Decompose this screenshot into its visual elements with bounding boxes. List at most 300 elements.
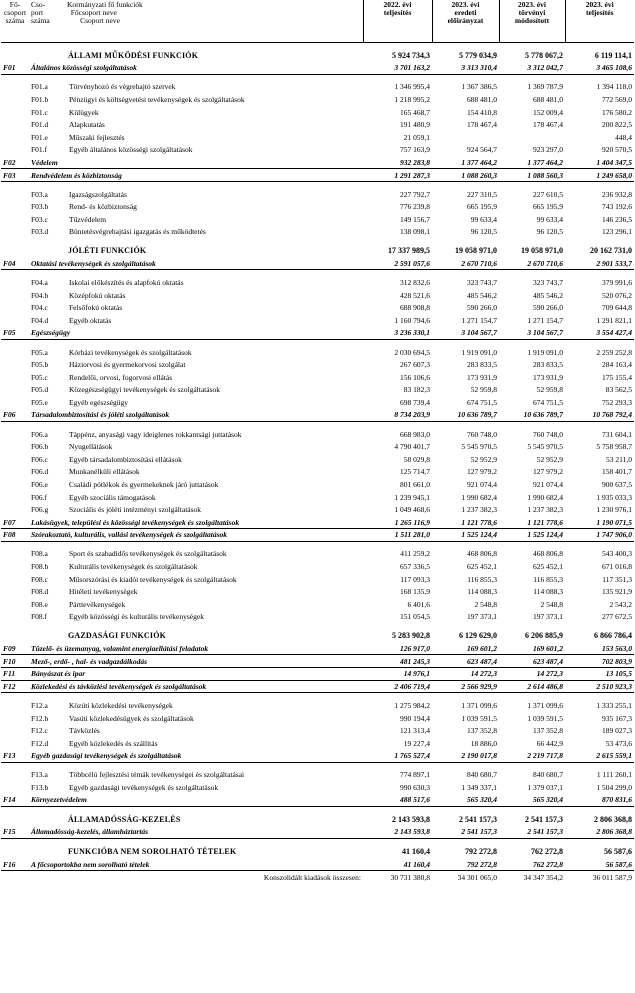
empty-cell [1, 573, 29, 586]
value-2023-modified: 1 919 091,0 [527, 347, 563, 357]
value-2022-actual: 657 336,5 [400, 562, 430, 572]
value-2023-actual: 920 570,5 [602, 145, 632, 155]
group-name: Szociális és jóléti intézményi szolgáltatások [69, 505, 202, 515]
value-2023-actual: 176 580,2 [602, 107, 632, 117]
value-2023-modified: 923 297,0 [533, 145, 563, 155]
value-2023-modified: 665 195,9 [533, 202, 563, 212]
value-2023-original: 625 452,1 [467, 562, 497, 572]
empty-cell [1, 118, 29, 131]
group-row [1, 440, 634, 453]
value-2023-original: 5 545 970,5 [461, 442, 497, 452]
value-2023-modified: 6 206 885,9 [525, 631, 563, 641]
group-code: F05.e [31, 397, 48, 407]
value-2023-actual: 772 569,0 [602, 94, 632, 104]
value-2023-modified: 688 481,0 [533, 94, 563, 104]
group-row [1, 213, 634, 226]
value-2023-original: 154 410,8 [467, 107, 497, 117]
group-code: F08.e [31, 599, 48, 609]
value-2023-original: 169 601,2 [432, 642, 499, 655]
group-name: Rend- és közbiztonság [69, 202, 137, 212]
value-2023-actual: 56 587,6 [604, 846, 632, 856]
main-group-code: F01 [1, 62, 29, 75]
value-2023-actual: 13 105,5 [565, 667, 634, 680]
value-2023-modified: 840 680,7 [533, 770, 563, 780]
value-2023-actual: 6 866 786,4 [594, 631, 632, 641]
value-2023-modified: 565 320,4 [499, 794, 565, 807]
value-2022-actual: 3 236 330,1 [363, 327, 432, 340]
value-2022-actual: 83 182,3 [403, 385, 430, 395]
value-2022-actual: 488 517,6 [363, 794, 432, 807]
value-2023-modified: 5 778 067,2 [525, 50, 563, 60]
main-group-row [1, 858, 634, 871]
group-name: Kulturális tevékenységek és szolgáltatások [69, 562, 198, 572]
value-2023-actual: 1 935 033,3 [596, 492, 632, 502]
value-2023-actual: 135 921,9 [602, 587, 632, 597]
value-2022-actual: 191 480,9 [400, 120, 430, 130]
value-2023-original: 590 266,0 [467, 303, 497, 313]
value-2023-modified: 762 272,8 [499, 858, 565, 871]
empty-cell [1, 724, 29, 737]
section-name: FUNKCIÓBA NEM SOROLHATÓ TÉTELEK [68, 846, 237, 856]
value-2022-actual: 1 049 468,6 [394, 505, 430, 515]
main-group-code: F03 [1, 169, 29, 182]
group-code: F06.g [31, 505, 49, 515]
value-2023-modified: 674 751,5 [533, 397, 563, 407]
group-code: F03.a [31, 189, 48, 199]
value-2023-modified: 1 379 037,1 [527, 782, 563, 792]
value-2023-modified: 14 272,3 [499, 667, 565, 680]
main-group-code: F10 [1, 655, 29, 668]
empty-cell [1, 548, 29, 561]
value-2023-actual: 117 351,3 [602, 574, 632, 584]
value-2023-original: 623 487,4 [432, 655, 499, 668]
value-2023-original: 18 886,0 [470, 738, 497, 748]
empty-cell [1, 781, 29, 794]
empty-cell [1, 144, 29, 157]
group-row [1, 358, 634, 371]
section-row [1, 845, 634, 858]
value-2023-actual: 1 291 821,1 [596, 315, 632, 325]
value-2022-actual: 801 661,0 [400, 480, 430, 490]
empty-cell [1, 560, 29, 573]
group-row [1, 466, 634, 479]
value-2023-original: 116 855,3 [467, 574, 497, 584]
value-2022-actual: 481 245,3 [363, 655, 432, 668]
group-row [1, 118, 634, 131]
group-name: Felsőfokú oktatás [69, 303, 123, 313]
value-2023-actual: 3 554 427,4 [565, 327, 634, 340]
value-2022-actual: 1 265 116,9 [363, 516, 432, 529]
group-name: Középfokú oktatás [69, 290, 126, 300]
value-2022-actual: 126 917,0 [363, 642, 432, 655]
value-2023-modified: 3 104 567,7 [499, 327, 565, 340]
main-group-row [1, 156, 634, 169]
value-2022-actual: 428 521,6 [400, 290, 430, 300]
value-2023-original: 178 467,4 [467, 120, 497, 130]
value-2023-modified: 52 952,9 [536, 454, 563, 464]
value-2022-actual: 5 283 902,8 [392, 631, 430, 641]
value-2022-actual: 168 135,9 [400, 587, 430, 597]
group-row [1, 396, 634, 409]
group-code: F04.b [31, 290, 49, 300]
value-2023-original: 14 272,3 [432, 667, 499, 680]
group-row [1, 131, 634, 144]
group-row [1, 200, 634, 213]
value-2023-modified: 468 806,8 [533, 549, 563, 559]
group-code: F04.c [31, 303, 48, 313]
value-2022-actual: 2 406 719,4 [363, 680, 432, 693]
value-2023-original: 1 271 154,7 [461, 315, 497, 325]
value-2023-actual: 3 465 108,6 [565, 62, 634, 75]
main-group-code: F14 [1, 794, 29, 807]
value-2023-original: 197 373,1 [467, 612, 497, 622]
value-2023-original: 485 546,2 [467, 290, 497, 300]
group-name: Párttevékenységek [69, 599, 126, 609]
empty-cell [1, 396, 29, 409]
empty-cell [29, 845, 65, 858]
value-2023-actual: 175 155,4 [602, 372, 632, 382]
value-2023-modified: 760 748,0 [533, 429, 563, 439]
value-2023-actual: 200 822,5 [602, 120, 632, 130]
value-2023-actual: 900 637,5 [602, 480, 632, 490]
empty-cell [1, 371, 29, 384]
group-name: Háziorvosi és gyermekorvosi szolgálat [69, 360, 186, 370]
value-2022-actual: 1 160 794,6 [394, 315, 430, 325]
group-name: Rendelői, orvosi, fogorvosi ellátás [69, 372, 173, 382]
value-2022-actual: 165 468,7 [400, 107, 430, 117]
value-2023-original: 1 367 386,5 [461, 82, 497, 92]
value-2023-original: 1 088 260,3 [432, 169, 499, 182]
group-name: Egyéb oktatás [69, 315, 112, 325]
value-2022-actual: 21 059,1 [403, 132, 430, 142]
group-code: F04.a [31, 278, 48, 288]
value-2023-original: 127 979,2 [467, 467, 497, 477]
value-2023-original [432, 131, 499, 144]
value-2023-actual: 146 236,5 [602, 214, 632, 224]
value-2023-actual: 2 510 923,3 [565, 680, 634, 693]
group-code: F05.d [31, 385, 49, 395]
value-2022-actual: 8 734 203,9 [363, 409, 432, 422]
value-2023-modified: 10 636 789,7 [499, 409, 565, 422]
group-name: Büntetésvégrehajtási igazgatás és működtetés [69, 227, 206, 237]
empty-cell [1, 491, 29, 504]
header-2022-actual: 2022. évi teljesítés [363, 0, 432, 42]
value-2023-actual: 5 758 958,7 [596, 442, 632, 452]
value-2023-actual: 671 016,8 [602, 562, 632, 572]
empty-cell [1, 358, 29, 371]
total-row [1, 871, 634, 884]
main-group-row [1, 794, 634, 807]
empty-cell [29, 244, 65, 257]
value-2022-actual: 14 976,1 [363, 667, 432, 680]
value-2023-actual: 284 163,4 [602, 360, 632, 370]
value-2023-modified: 152 009,4 [533, 107, 563, 117]
value-2022-actual: 41 160,4 [363, 858, 432, 871]
group-name: Nyugellátások [69, 442, 113, 452]
value-2023-modified: 178 467,4 [533, 120, 563, 130]
group-row [1, 548, 634, 561]
main-group-code: F15 [1, 826, 29, 839]
value-2023-original: 3 313 310,4 [432, 62, 499, 75]
group-code: F05.b [31, 360, 49, 370]
empty-cell [1, 712, 29, 725]
value-2022-actual: 776 239,8 [400, 202, 430, 212]
empty-cell [1, 440, 29, 453]
group-row [1, 503, 634, 516]
main-group-row [1, 62, 634, 75]
empty-cell [1, 503, 29, 516]
main-group-code: F06 [1, 409, 29, 422]
value-2023-modified: 114 088,3 [533, 587, 563, 597]
value-2022-actual: 1 291 287,3 [363, 169, 432, 182]
main-group-row [1, 655, 634, 668]
group-name: Törvényhozó és végrehajtó szervek [69, 82, 176, 92]
value-2022-actual: 41 160,4 [402, 846, 430, 856]
value-2023-modified: 283 833,5 [533, 360, 563, 370]
value-2022-actual: 2 143 593,8 [363, 826, 432, 839]
value-2023-modified: 1 525 124,4 [499, 529, 565, 542]
group-row [1, 384, 634, 397]
value-2022-actual: 688 908,8 [400, 303, 430, 313]
group-row [1, 560, 634, 573]
main-group-row [1, 826, 634, 839]
value-2023-actual: 2 259 252,8 [596, 347, 632, 357]
value-2023-actual: 277 672,5 [602, 612, 632, 622]
main-group-row [1, 409, 634, 422]
value-2022-actual: 698 739,4 [400, 397, 430, 407]
value-2023-actual: 1 333 255,1 [596, 700, 632, 710]
value-2023-actual: 1 230 976,1 [596, 505, 632, 515]
value-2022-actual: 1 275 984,2 [394, 700, 430, 710]
value-2023-actual: 2 806 368,8 [594, 814, 632, 824]
value-2023-actual: 1 394 118,0 [596, 82, 632, 92]
value-2023-original: 2 541 157,3 [432, 826, 499, 839]
empty-cell [1, 188, 29, 201]
group-row [1, 573, 634, 586]
value-2023-actual: 743 192,6 [602, 202, 632, 212]
group-code: F12.c [31, 726, 48, 736]
value-2023-actual: 379 991,6 [602, 278, 632, 288]
main-group-name: Lakásügyek, települési és közösségi tevékenységek és szolgáltatások [29, 516, 363, 529]
group-name: Közúti közlekedési tevékenységek [69, 700, 173, 710]
value-2022-actual: 757 163,9 [400, 145, 430, 155]
value-2022-actual: 6 401,6 [407, 599, 430, 609]
value-2023-original: 34 301 065,0 [432, 871, 499, 884]
main-group-row [1, 516, 634, 529]
value-2023-original: 137 352,8 [467, 726, 497, 736]
value-2023-original: 2 541 157,3 [459, 814, 497, 824]
value-2023-modified: 1 039 591,5 [527, 713, 563, 723]
group-code: F08.f [31, 612, 48, 622]
main-group-name: Szórakoztató, kulturális, vallási tevékenységek és szolgáltatások [29, 529, 363, 542]
group-code: F13.b [31, 782, 49, 792]
value-2023-original: 114 088,3 [467, 587, 497, 597]
value-2023-actual: 1 747 906,0 [565, 529, 634, 542]
group-row [1, 737, 634, 750]
group-row [1, 585, 634, 598]
group-code: F12.d [31, 738, 49, 748]
main-group-name: Mező-, erdő- , hal- és vadgazdálkodás [29, 655, 363, 668]
value-2023-actual: 1 111 260,1 [596, 770, 632, 780]
section-row [1, 813, 634, 826]
group-code: F01.d [31, 120, 49, 130]
main-group-code: F08 [1, 529, 29, 542]
table-header [1, 0, 634, 42]
group-name: Sport és szabadidős tevékenységek és szolgáltatások [69, 549, 227, 559]
empty-cell [1, 131, 29, 144]
value-2023-modified: 227 610,5 [533, 189, 563, 199]
value-2022-actual: 58 029,8 [403, 454, 430, 464]
value-2023-modified: 625 452,1 [533, 562, 563, 572]
group-row [1, 106, 634, 119]
group-name: Közegészségügyi tevékenységek és szolgáltatások [69, 385, 220, 395]
group-row [1, 302, 634, 315]
value-2022-actual: 2 030 694,5 [394, 347, 430, 357]
value-2023-original: 2 670 710,6 [432, 257, 499, 270]
section-row [1, 629, 634, 642]
section-row [1, 49, 634, 62]
value-2023-modified: 1 271 154,7 [527, 315, 563, 325]
value-2023-original: 921 074,4 [467, 480, 497, 490]
value-2023-actual: 2 615 559,1 [565, 750, 634, 763]
section-name: ÁLLAMI MŰKÖDÉSI FUNKCIÓK [68, 50, 199, 60]
value-2023-actual: 6 119 114,1 [594, 50, 632, 60]
value-2023-original: 924 564,7 [467, 145, 497, 155]
value-2023-original: 760 748,0 [467, 429, 497, 439]
value-2023-original: 1 990 682,4 [461, 492, 497, 502]
value-2023-original: 1 039 591,5 [461, 713, 497, 723]
value-2022-actual: 1 239 945,1 [394, 492, 430, 502]
value-2023-modified: 52 959,8 [536, 385, 563, 395]
value-2022-actual: 267 607,3 [400, 360, 430, 370]
value-2023-actual: 1 190 071,5 [565, 516, 634, 529]
group-name: Egyéb gazdasági tevékenységek és szolgáltatások [69, 782, 219, 792]
value-2022-actual: 30 731 380,8 [363, 871, 432, 884]
value-2023-modified: 19 058 971,0 [521, 246, 563, 256]
group-name: Egyéb egészségügy [69, 397, 128, 407]
section-name: GAZDASÁGI FUNKCIÓK [68, 631, 167, 641]
empty-cell [1, 213, 29, 226]
empty-cell [1, 466, 29, 479]
value-2023-modified: 921 074,4 [533, 480, 563, 490]
value-2023-original: 1 919 091,0 [461, 347, 497, 357]
group-row [1, 598, 634, 611]
section-name: ÁLLAMADÓSSÁG-KEZELÉS [68, 814, 181, 824]
group-code: F01.a [31, 82, 48, 92]
value-2023-modified: 762 272,8 [531, 846, 563, 856]
header-2023-modified: 2023. évi törvényi módosított [499, 0, 565, 42]
value-2023-modified: 34 347 354,2 [499, 871, 565, 884]
value-2023-original: 52 959,8 [470, 385, 497, 395]
value-2023-actual: 709 644,8 [602, 303, 632, 313]
main-group-name: Egészségügy [29, 327, 363, 340]
group-code: F13.a [31, 770, 48, 780]
group-name: Iskolai előkészítés és alapfokú oktatás [69, 278, 184, 288]
value-2023-modified: 5 545 970,5 [527, 442, 563, 452]
group-row [1, 346, 634, 359]
value-2023-actual: 20 162 731,0 [590, 246, 632, 256]
value-2023-actual: 935 167,3 [602, 713, 632, 723]
group-row [1, 226, 634, 239]
value-2023-modified: 1 237 382,3 [527, 505, 563, 515]
main-group-name: Tüzelő- és üzemanyag, valamint energiaellátási feladatok [29, 642, 363, 655]
empty-cell [1, 314, 29, 327]
value-2023-modified: 1 377 464,2 [499, 156, 565, 169]
value-2022-actual: 17 337 989,5 [388, 246, 430, 256]
value-2023-modified: 3 312 042,7 [499, 62, 565, 75]
value-2023-actual: 870 831,6 [565, 794, 634, 807]
group-code: F05.c [31, 372, 48, 382]
value-2023-actual: 153 563,0 [565, 642, 634, 655]
group-name: Igazságszolgáltatás [69, 189, 127, 199]
value-2023-modified: 323 743,7 [533, 278, 563, 288]
value-2022-actual: 121 313,4 [400, 726, 430, 736]
value-2023-actual: 702 803,9 [565, 655, 634, 668]
value-2022-actual: 990 194,4 [400, 713, 430, 723]
value-2023-original: 3 104 567,7 [432, 327, 499, 340]
empty-cell [1, 93, 29, 106]
empty-cell [1, 106, 29, 119]
main-group-code: F05 [1, 327, 29, 340]
main-group-name: A főcsoportokba nem sorolható tételek [29, 858, 363, 871]
value-2023-modified: 2 548,8 [540, 599, 563, 609]
main-group-code: F13 [1, 750, 29, 763]
group-code: F05.a [31, 347, 48, 357]
group-code: F06.e [31, 480, 48, 490]
group-code: F12.b [31, 713, 49, 723]
empty-cell [1, 769, 29, 782]
empty-cell [1, 428, 29, 441]
main-group-name: Oktatási tevékenységek és szolgáltatások [29, 257, 363, 270]
value-2022-actual: 2 143 593,8 [392, 814, 430, 824]
value-2023-original: 2 566 929,9 [432, 680, 499, 693]
value-2023-original: 792 272,8 [432, 858, 499, 871]
value-2023-original: 1 237 382,3 [461, 505, 497, 515]
group-code: F01.f [31, 145, 48, 155]
main-group-code: F09 [1, 642, 29, 655]
group-code: F04.d [31, 315, 49, 325]
empty-cell [1, 585, 29, 598]
value-2023-modified: 173 931,9 [533, 372, 563, 382]
value-2023-modified: 137 352,8 [533, 726, 563, 736]
value-2022-actual: 138 098,1 [400, 227, 430, 237]
value-2023-actual: 53 211,0 [606, 454, 632, 464]
value-2022-actual: 2 591 057,6 [363, 257, 432, 270]
group-code: F01.e [31, 132, 48, 142]
group-row [1, 289, 634, 302]
value-2023-modified: 1 990 682,4 [527, 492, 563, 502]
value-2023-modified: 116 855,3 [533, 574, 563, 584]
value-2023-modified: 197 373,1 [533, 612, 563, 622]
header-main-group-number: Fő- csoport száma [3, 0, 27, 26]
main-group-name: Általános közösségi szolgáltatások [29, 62, 363, 75]
group-name: Munkanélküli ellátások [69, 467, 140, 477]
value-2023-modified: 2 614 486,8 [499, 680, 565, 693]
group-row [1, 81, 634, 94]
group-code: F08.d [31, 587, 49, 597]
empty-cell [29, 49, 65, 62]
group-code: F06.f [31, 492, 48, 502]
value-2022-actual: 1 218 995,2 [394, 94, 430, 104]
empty-cell [29, 813, 65, 826]
empty-cell [1, 384, 29, 397]
group-row [1, 478, 634, 491]
value-2023-modified: 1 121 778,6 [499, 516, 565, 529]
empty-cell [1, 478, 29, 491]
value-2022-actual: 932 283,8 [363, 156, 432, 169]
group-code: F03.c [31, 214, 48, 224]
value-2023-original: 1 349 337,1 [461, 782, 497, 792]
